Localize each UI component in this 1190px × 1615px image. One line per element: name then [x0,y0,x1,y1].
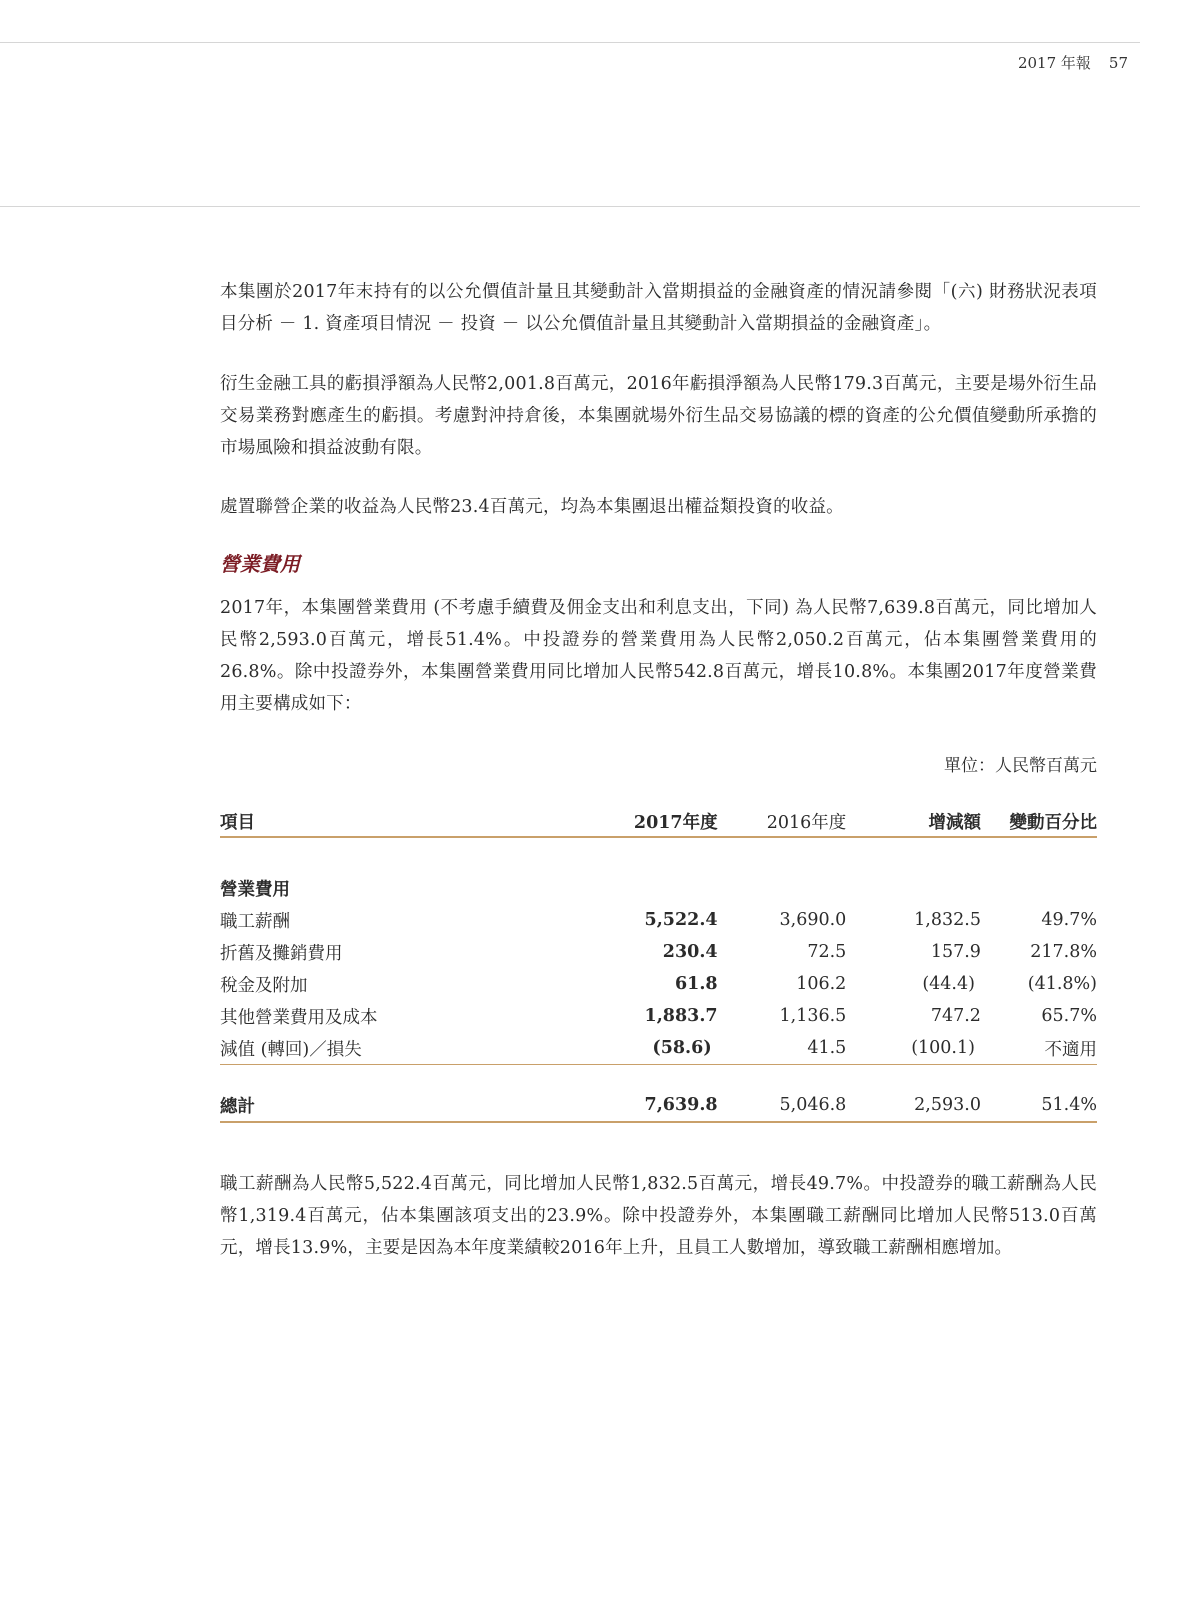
row-label: 折舊及攤銷費用 [220,943,343,964]
cell-2016: 41.5 [718,1032,847,1065]
header-change-percent: 變動百分比 [981,806,1097,837]
table-row [220,936,1097,968]
paragraph-fvtpl-reference: 本集團於2017年末持有的以公允價值計量且其變動計入當期損益的金融資產的情況請參閱「(六) 財務狀況表項目分析 － 1. 資產項目情況 － 投資 － 以公允價值計量且其變動計入當期損益的金融資產」。 [220,282,1097,334]
cell-2016: 106.2 [796,974,847,994]
cell-change: (44.4) [922,974,975,994]
cell-2016: 1,136.5 [779,1006,847,1026]
cell-percent: 49.7% [1041,910,1097,930]
table-total-row [220,1089,1097,1122]
cell-2017: 230.4 [662,942,718,962]
section-title: 營業費用 [220,552,300,576]
cell-change: 747.2 [930,1006,981,1026]
cell-2017: 61.8 [674,974,718,994]
total-change: 2,593.0 [846,1089,981,1122]
table-group-row [220,872,1097,904]
paragraph-operating-expenses-intro: 2017年，本集團營業費用 (不考慮手續費及佣金支出和利息支出，下同) 為人民幣7,639.8百萬元，同比增加人民幣2,593.0百萬元，增長51.4%。中投證券的營業費用為人民幣2,050.2百萬元，佔本集團營業費用的26.8%。除中投證券外，本集團營業費用同比增加人民幣542.8百萬元，增長10.8%。本集團2017年度營業費用主要構成如下： [220,598,1097,714]
header-rule [0,42,1140,43]
table-row [220,1000,1097,1032]
cell-percent: 65.7% [1041,1006,1097,1026]
cell-change: 1,832.5 [914,910,981,930]
cell-percent: 不適用 [981,1032,1097,1065]
section-rule [0,206,1140,207]
cell-change: 157.9 [930,942,981,962]
header-2017: 2017年度 [612,806,717,837]
paragraph-disposal-gain: 處置聯營企業的收益為人民幣23.4百萬元，均為本集團退出權益類投資的收益。 [220,497,844,517]
table-row [220,904,1097,936]
operating-expenses-table [220,806,1097,1123]
cell-2017: (58.6) [612,1032,717,1065]
total-2017: 7,639.8 [612,1089,717,1122]
cell-change: (100.1) [846,1032,981,1065]
row-label: 稅金及附加 [220,975,308,996]
total-label: 總計 [220,1089,612,1122]
page-header [1018,52,1128,73]
header-2016: 2016年度 [718,806,847,837]
unit-note: 單位：人民幣百萬元 [944,756,1097,776]
cell-2016: 72.5 [807,942,847,962]
cell-2016: 3,690.0 [779,910,847,930]
cell-percent: (41.8%) [1027,974,1097,994]
row-label: 其他營業費用及成本 [220,1007,378,1028]
header-item: 項目 [220,806,612,837]
table-row [220,968,1097,1000]
row-label: 減值 (轉回)／損失 [220,1032,612,1065]
paragraph-derivatives-loss: 衍生金融工具的虧損淨額為人民幣2,001.8百萬元，2016年虧損淨額為人民幣179.3百萬元，主要是場外衍生品交易業務對應產生的虧損。考慮對沖持倉後，本集團就場外衍生品交易協議的標的資產的公允價值變動所承擔的市場風險和損益波動有限。 [220,374,1097,458]
total-2016: 5,046.8 [718,1089,847,1122]
group-label: 營業費用 [220,879,290,900]
header-change-amount: 增減額 [846,806,981,837]
cell-2017: 1,883.7 [644,1006,718,1026]
report-title: 2017 年報 [1017,54,1091,72]
row-label: 職工薪酬 [220,911,290,932]
total-percent: 51.4% [981,1089,1097,1122]
cell-percent: 217.8% [1030,942,1097,962]
table-row [220,1032,1097,1065]
cell-2017: 5,522.4 [644,910,718,930]
paragraph-staff-costs: 職工薪酬為人民幣5,522.4百萬元，同比增加人民幣1,832.5百萬元，增長49.7%。中投證券的職工薪酬為人民幣1,319.4百萬元，佔本集團該項支出的23.9%。除中投證券外，本集團職工薪酬同比增加人民幣513.0百萬元，增長13.9%，主要是因為本年度業績較2016年上升，且員工人數增加，導致職工薪酬相應增加。 [220,1174,1097,1258]
page-number: 57 [1108,54,1128,72]
table-header-row [220,806,1097,837]
